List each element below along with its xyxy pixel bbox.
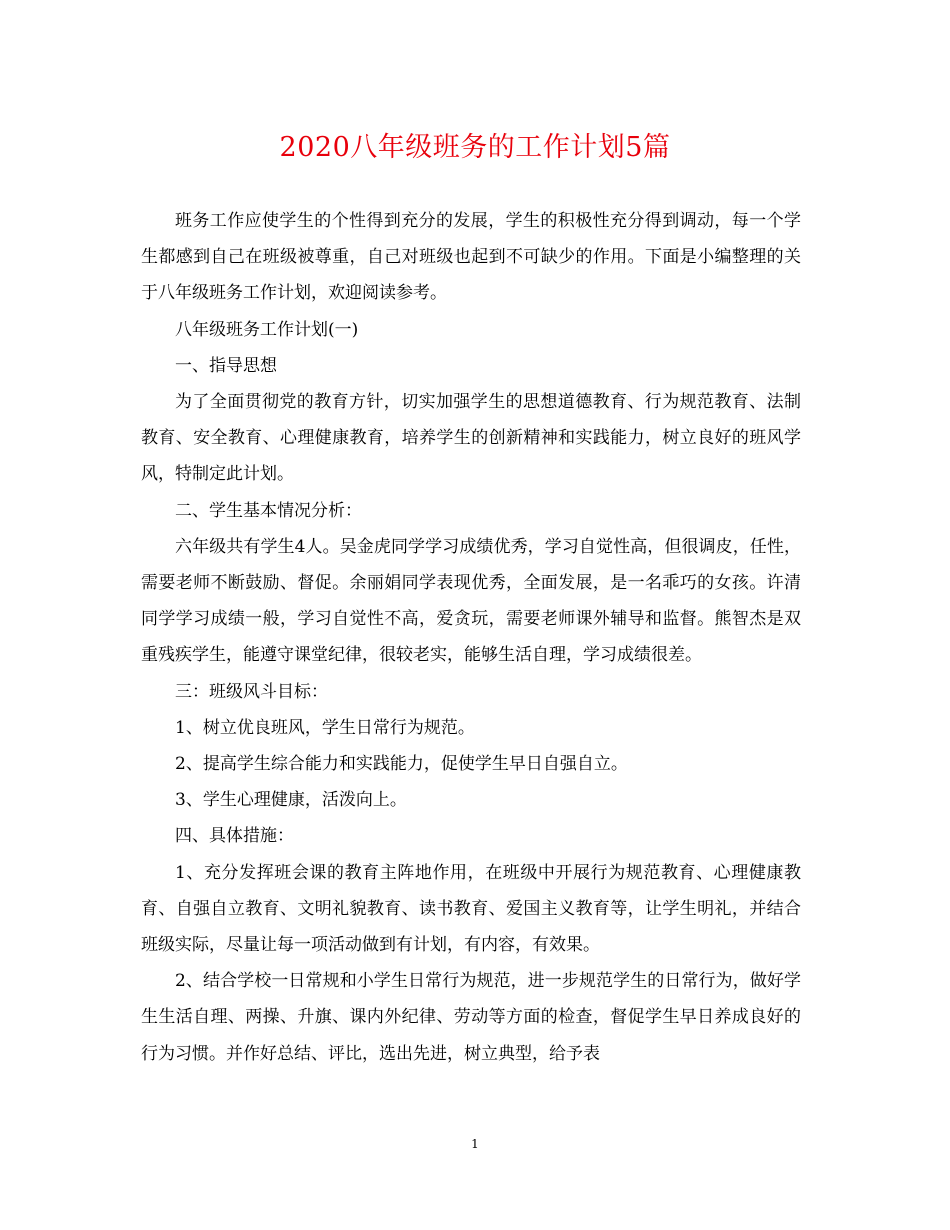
section-heading-class-goals: 三：班级风斗目标：	[175, 681, 328, 702]
document-title: 2020八年级班务的工作计划5篇	[279, 132, 671, 163]
goal-item: 1、树立优良班风，学生日常行为规范。	[175, 717, 475, 738]
page-number: 1	[471, 1137, 479, 1151]
document-body	[141, 203, 801, 1072]
section-heading-measures: 四、具体措施：	[175, 826, 294, 847]
goal-item: 2、提高学生综合能力和实践能力，促使学生早日自强自立。	[175, 754, 628, 775]
goal-item: 3、学生心理健康，活泼向上。	[175, 790, 407, 811]
section-heading-student-analysis: 二、学生基本情况分析：	[175, 500, 362, 521]
guiding-ideology-paragraph: 为了全面贯彻党的教育方针，切实加强学生的思想道德教育、行为规范教育、法制教育、安全教育、心理健康教育，培养学生的创新精神和实践能力，树立良好的班风学风，特制定此计划。	[141, 392, 801, 485]
intro-paragraph: 班务工作应使学生的个性得到充分的发展，学生的积极性充分得到调动，每一个学生都感到自己在班级被尊重，自己对班级也起到不可缺少的作用。下面是小编整理的关于八年级班务工作计划，欢迎阅读参考。	[141, 211, 801, 304]
student-analysis-paragraph: 六年级共有学生4人。吴金虎同学学习成绩优秀，学习自觉性高，但很调皮，任性，需要老师不断鼓励、督促。余丽娟同学表现优秀，全面发展，是一名乖巧的女孩。许清同学学习成绩一般，学习自觉性不高，爱贪玩，需要老师课外辅导和监督。熊智杰是双重残疾学生，能遵守课堂纪律，很较老实，能够生活自理，学习成绩很差。	[141, 536, 801, 666]
measure-item: 1、充分发挥班会课的教育主阵地作用，在班级中开展行为规范教育、心理健康教育、自强自立教育、文明礼貌教育、读书教育、爱国主义教育等，让学生明礼，并结合班级实际，尽量让每一项活动做到有计划，有内容，有效果。	[141, 862, 801, 956]
plan-heading: 八年级班务工作计划(一)	[175, 319, 359, 340]
measure-item: 2、结合学校一日常规和小学生日常行为规范，进一步规范学生的日常行为，做好学生生活自理、两操、升旗、课内外纪律、劳动等方面的检查，督促学生早日养成良好的行为习惯。并作好总结、评比，选出先进，树立典型，给予表	[141, 971, 801, 1064]
section-heading-guiding-ideology: 一、指导思想	[175, 355, 277, 376]
